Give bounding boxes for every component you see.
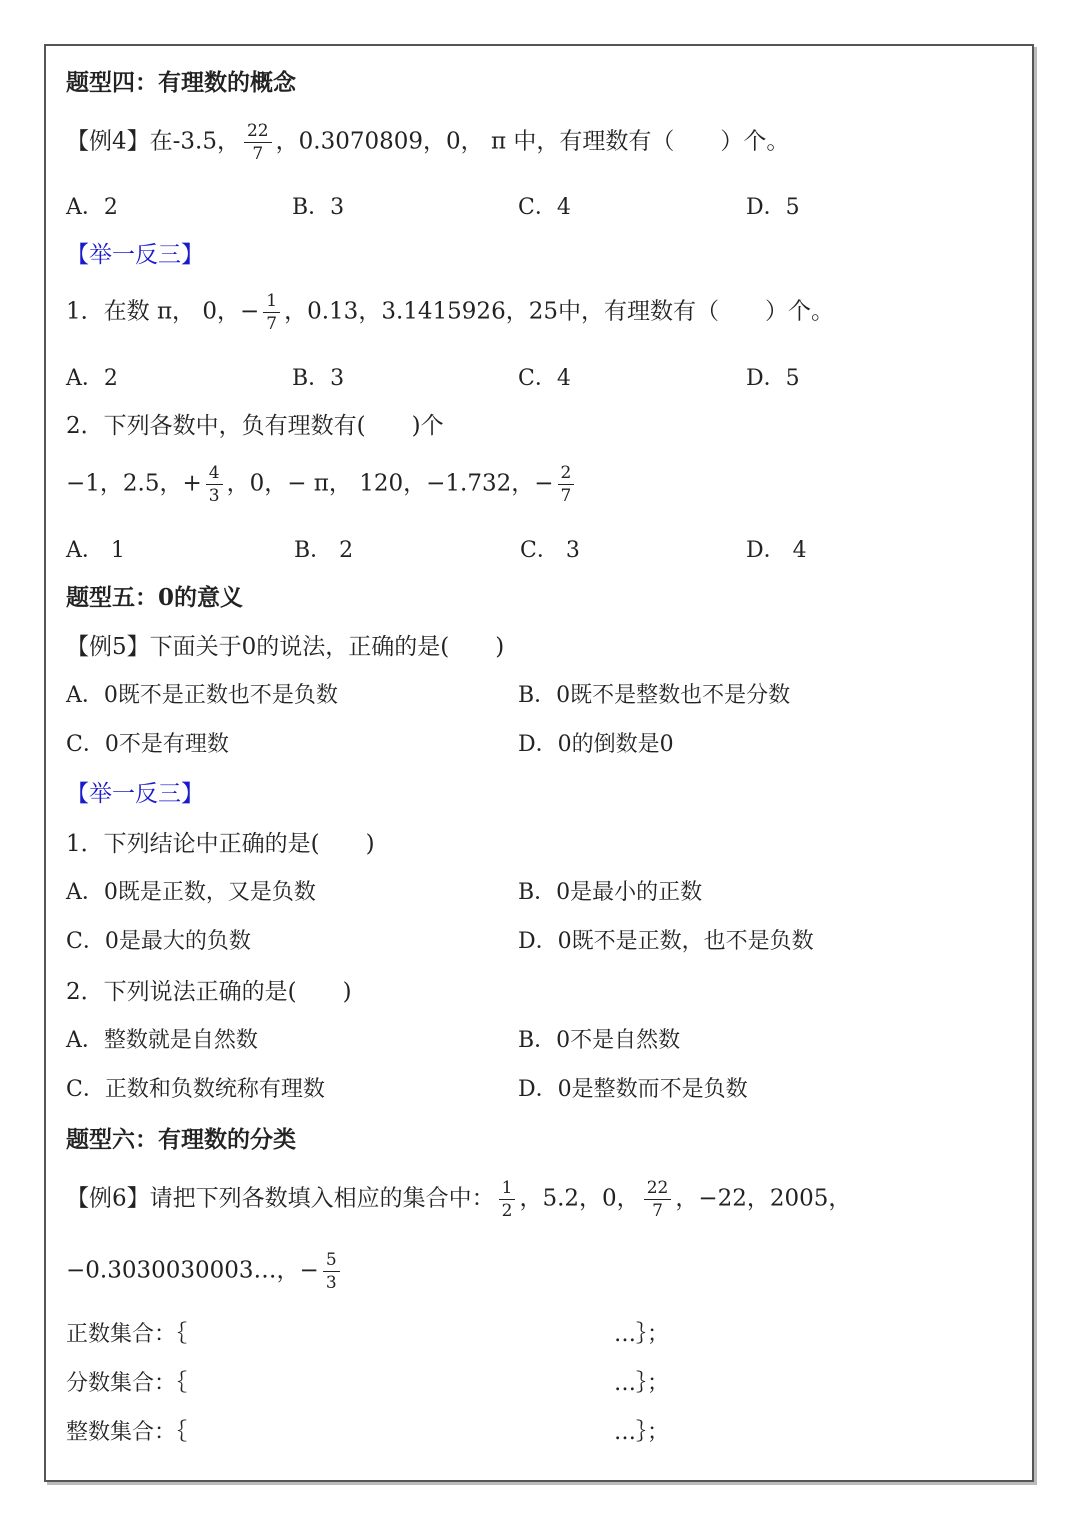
example-4-text-b: ，0.3070809，0， π 中，有理数有（ ）个。 — [275, 128, 790, 155]
drill-question-2: 2．下列各数中，负有理数有( )个 — [66, 413, 444, 439]
option-a: A．0既不是正数也不是负数 — [66, 683, 338, 708]
example-6-line-2: −0.3030030003…，− $\frac{5}{3}$ — [66, 1249, 344, 1294]
option-d: D．0既不是正数，也不是负数 — [518, 929, 814, 954]
option-b: B．3 — [292, 195, 345, 220]
drill-question-1: 1．在数 π， 0，− $\frac{1}{7}$ ，0.13，3.1415926，25中，有理数有（ ）个。 — [66, 291, 834, 334]
option-a: A．0既是正数，又是负数 — [66, 880, 316, 905]
option-c: C．0是最大的负数 — [66, 929, 251, 954]
example-4-text-a: 【例4】在-3.5， — [66, 128, 240, 155]
example-6: 【例6】请把下列各数填入相应的集合中： $\frac{1}{2}$ ，5.2，0， $\frac{22}{7}$ ，−22，2005， — [66, 1178, 852, 1221]
section-title-5: 题型五：0的意义 — [66, 584, 244, 611]
option-b: B． 2 — [294, 538, 354, 563]
option-d: D．5 — [746, 366, 800, 391]
option-a: A．2 — [66, 195, 118, 220]
option-c: C．4 — [518, 195, 571, 220]
integer-set-label: 整数集合：｛ — [66, 1420, 188, 1445]
fraction: $\frac{5}{3}$ — [323, 1249, 340, 1294]
number-list: −1，2.5，+ $\frac{4}{3}$ ，0，− π， 120，−1.732，− $\frac{2}{7}$ — [66, 462, 578, 507]
fraction: $\frac{4}{3}$ — [206, 462, 223, 507]
option-a: A．2 — [66, 366, 118, 391]
option-c: C．正数和负数统称有理数 — [66, 1077, 325, 1102]
drill-question-1: 1．下列结论中正确的是( ) — [66, 831, 375, 857]
option-b: B．0既不是整数也不是分数 — [518, 683, 791, 708]
drill-heading: 【举一反三】 — [66, 781, 204, 807]
section-title-6: 题型六：有理数的分类 — [66, 1126, 296, 1153]
option-d: D．0是整数而不是负数 — [518, 1077, 748, 1102]
fraction: $\frac{2}{7}$ — [558, 462, 575, 507]
fraction: $\frac{22}{7}$ — [644, 1177, 672, 1222]
fraction: $\frac{1}{2}$ — [499, 1177, 516, 1222]
fraction-set-label: 分数集合：｛ — [66, 1371, 188, 1396]
fraction-set-end: …｝； — [614, 1371, 670, 1396]
option-d: D．5 — [746, 195, 800, 220]
option-c: C．0不是有理数 — [66, 732, 229, 757]
option-a: A． 1 — [66, 538, 125, 563]
option-b: B．0是最小的正数 — [518, 880, 703, 905]
drill-question-2: 2．下列说法正确的是( ) — [66, 979, 352, 1005]
option-d: D．0的倒数是0 — [518, 732, 674, 757]
drill-heading: 【举一反三】 — [66, 242, 204, 268]
positive-set-label: 正数集合：｛ — [66, 1322, 188, 1347]
option-b: B．3 — [292, 366, 345, 391]
option-a: A．整数就是自然数 — [66, 1028, 258, 1053]
fraction: $\frac{22}{7}$ — [244, 120, 272, 165]
example-4 — [66, 120, 789, 165]
positive-set-end: …｝； — [614, 1322, 670, 1347]
example-5: 【例5】下面关于0的说法，正确的是( ) — [66, 634, 505, 660]
option-c: C． 3 — [520, 538, 580, 563]
option-d: D． 4 — [746, 538, 807, 563]
fraction: $\frac{1}{7}$ — [263, 290, 280, 335]
option-c: C．4 — [518, 366, 571, 391]
integer-set-end: …｝； — [614, 1420, 670, 1445]
option-b: B．0不是自然数 — [518, 1028, 681, 1053]
section-title-4: 题型四：有理数的概念 — [66, 69, 296, 96]
